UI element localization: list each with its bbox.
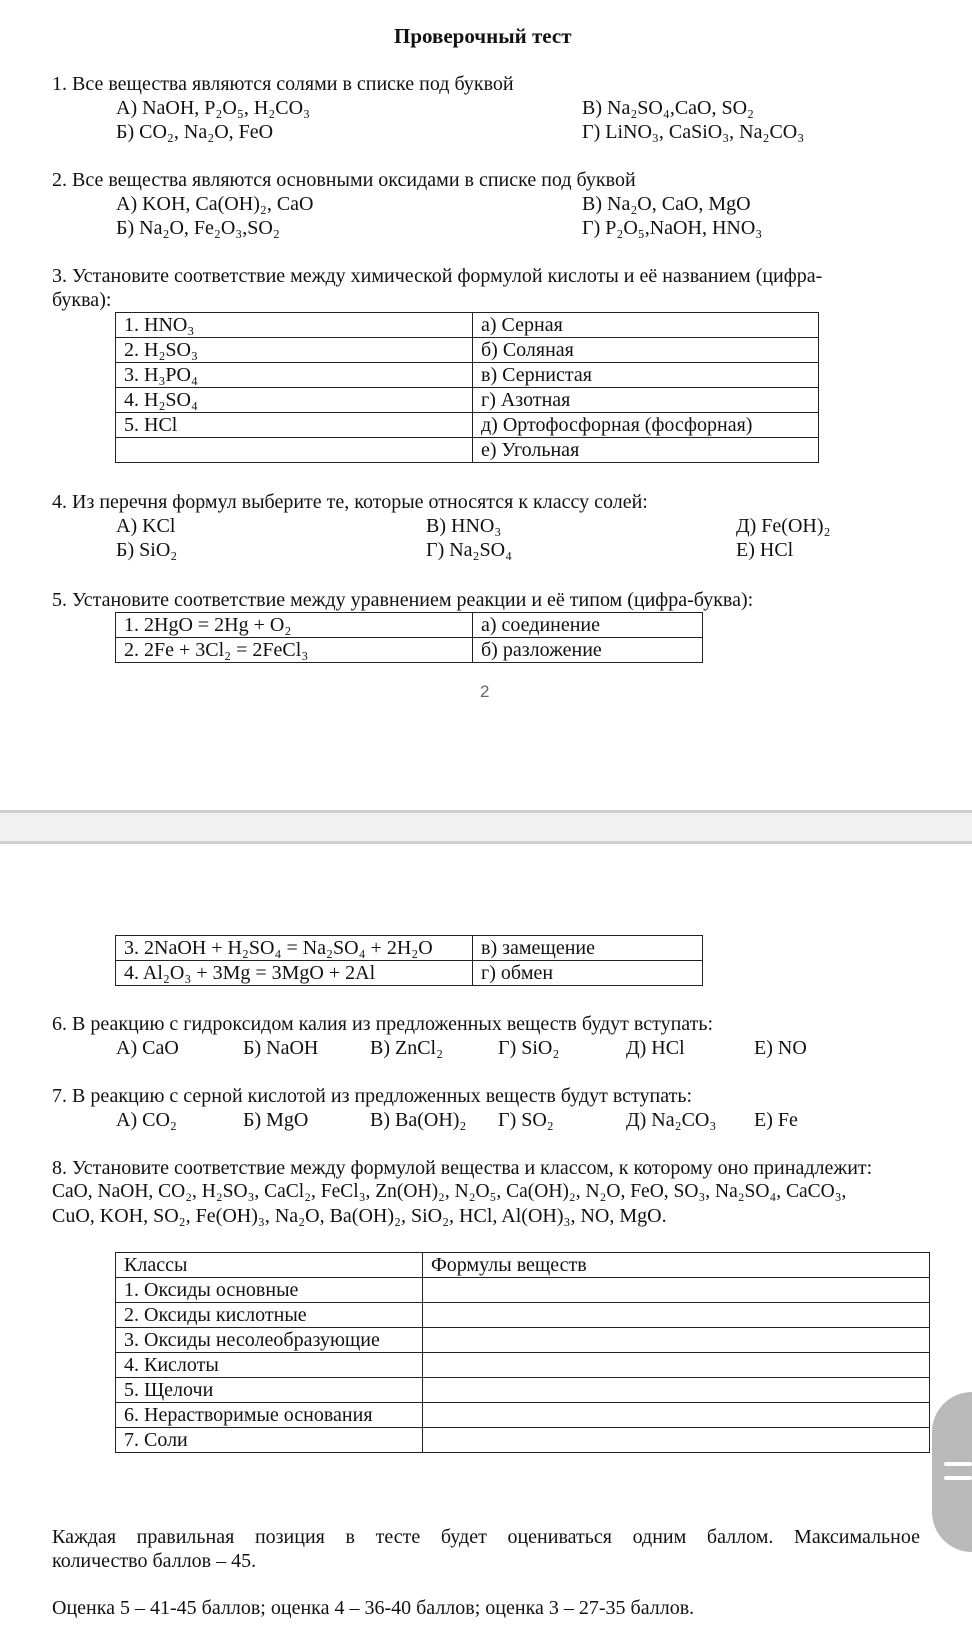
table-cell: 1. HNO₃ bbox=[116, 313, 473, 338]
answer-cell[interactable] bbox=[423, 1328, 930, 1353]
answer-cell[interactable] bbox=[423, 1403, 930, 1428]
q4-option-e: Е) HCl bbox=[736, 539, 794, 561]
q1-option-v: В) Na₂SO₄,CaO, SO₂ bbox=[582, 97, 755, 119]
table-row bbox=[116, 338, 819, 363]
table-row bbox=[116, 1403, 930, 1428]
classes-table bbox=[115, 1252, 930, 1453]
question-6-text: 6. В реакцию с гидроксидом калия из предложенных веществ будут вступать: bbox=[52, 1013, 714, 1035]
acid-names-table bbox=[115, 312, 819, 463]
menu-icon bbox=[944, 1462, 972, 1466]
table-row bbox=[116, 613, 703, 638]
q4-option-d: Д) Fe(OH)₂ bbox=[736, 515, 831, 537]
table-cell: а) соединение bbox=[473, 613, 703, 638]
table-cell: б) разложение bbox=[473, 638, 703, 663]
table-cell: 2. Оксиды кислотные bbox=[116, 1303, 423, 1328]
q4-option-b: Б) SiO₂ bbox=[116, 539, 178, 561]
q7-option: Д) Na₂CO₃ bbox=[626, 1109, 717, 1131]
q2-option-b: Б) Na₂O, Fe₂O₃,SO₂ bbox=[116, 217, 280, 239]
question-2-text: 2. Все вещества являются основными оксидами в списке под буквой bbox=[52, 169, 636, 191]
answer-cell[interactable] bbox=[423, 1278, 930, 1303]
menu-icon bbox=[944, 1476, 972, 1480]
reaction-types-table-part1 bbox=[115, 612, 703, 663]
table-cell: 5. HCl bbox=[116, 413, 473, 438]
question-8-text-line3: CuO, KOH, SO₂, Fe(OH)₃, Na₂O, Ba(OH)₂, SiO₂, HCl, Al(OH)₃, NO, MgO. bbox=[52, 1205, 667, 1227]
footer-scoring-line1: Каждая правильная позиция в тесте будет оцениваться одним баллом. Максимальное bbox=[52, 1526, 920, 1548]
table-cell: 4. Al₂O₃ + 3Mg = 3MgO + 2Al bbox=[116, 961, 473, 986]
table-cell: 3. Оксиды несолеобразующие bbox=[116, 1328, 423, 1353]
table-row bbox=[116, 1328, 930, 1353]
q1-option-g: Г) LiNO₃, CaSiO₃, Na₂CO₃ bbox=[582, 121, 805, 143]
table-cell: г) Азотная bbox=[473, 388, 819, 413]
footer-scoring-line2: количество баллов – 45. bbox=[52, 1550, 257, 1572]
table-cell: 5. Щелочи bbox=[116, 1378, 423, 1403]
q7-option: А) CO₂ bbox=[116, 1109, 177, 1131]
table-cell: 1. 2HgO = 2Hg + O₂ bbox=[116, 613, 473, 638]
table-cell: 4. Кислоты bbox=[116, 1353, 423, 1378]
q4-option-v: В) HNO₃ bbox=[426, 515, 502, 537]
table-cell: 6. Нерастворимые основания bbox=[116, 1403, 423, 1428]
table-cell: б) Соляная bbox=[473, 338, 819, 363]
q6-option: Д) HCl bbox=[626, 1037, 685, 1059]
question-1-text: 1. Все вещества являются солями в списке под буквой bbox=[52, 73, 514, 95]
table-cell: 4. H₂SO₄ bbox=[116, 388, 473, 413]
q4-option-g: Г) Na₂SO₄ bbox=[426, 539, 513, 561]
q7-option: Е) Fe bbox=[754, 1109, 798, 1131]
q1-option-a: А) NaOH, P₂O₅, H₂CO₃ bbox=[116, 97, 310, 119]
table-row bbox=[116, 388, 819, 413]
table-row bbox=[116, 1353, 930, 1378]
side-menu-tab[interactable] bbox=[932, 1392, 972, 1552]
table-row bbox=[116, 1303, 930, 1328]
q2-option-a: А) KOH, Ca(OH)₂, CaO bbox=[116, 193, 314, 215]
footer-grades: Оценка 5 – 41-45 баллов; оценка 4 – 36-40 баллов; оценка 3 – 27-35 баллов. bbox=[52, 1597, 695, 1619]
answer-cell[interactable] bbox=[423, 1428, 930, 1453]
table-cell: д) Ортофосфорная (фосфорная) bbox=[473, 413, 819, 438]
q7-option: В) Ba(OH)₂ bbox=[370, 1109, 467, 1131]
table-cell: 3. 2NaOH + H₂SO₄ = Na₂SO₄ + 2H₂O bbox=[116, 936, 473, 961]
table-cell: г) обмен bbox=[473, 961, 703, 986]
table-cell: 1. Оксиды основные bbox=[116, 1278, 423, 1303]
table-row bbox=[116, 363, 819, 388]
table-row bbox=[116, 936, 703, 961]
table-row bbox=[116, 638, 703, 663]
table-cell: 7. Соли bbox=[116, 1428, 423, 1453]
answer-cell[interactable] bbox=[423, 1303, 930, 1328]
table-row bbox=[116, 313, 819, 338]
question-5-text: 5. Установите соответствие между уравнением реакции и её типом (цифра-буква): bbox=[52, 589, 754, 611]
page-title: Проверочный тест bbox=[394, 24, 572, 48]
page-number: 2 bbox=[480, 682, 490, 701]
table-cell: 3. H₃PO₄ bbox=[116, 363, 473, 388]
table-row bbox=[116, 413, 819, 438]
q6-option: А) CaO bbox=[116, 1037, 179, 1059]
table-cell: а) Серная bbox=[473, 313, 819, 338]
answer-cell[interactable] bbox=[423, 1353, 930, 1378]
table-cell: е) Угольная bbox=[473, 438, 819, 463]
question-3-text-line2: буква): bbox=[52, 289, 112, 311]
page-break bbox=[0, 810, 972, 844]
table-cell: 2. H₂SO₃ bbox=[116, 338, 473, 363]
question-8-text-line1: 8. Установите соответствие между формулой вещества и классом, к которому оно принадлежит: bbox=[52, 1157, 873, 1179]
question-4-text: 4. Из перечня формул выберите те, которые относятся к классу солей: bbox=[52, 491, 648, 513]
q7-option: Г) SO₂ bbox=[498, 1109, 554, 1131]
table-header-cell: Формулы веществ bbox=[423, 1253, 930, 1278]
table-row bbox=[116, 961, 703, 986]
q6-option: Г) SiO₂ bbox=[498, 1037, 560, 1059]
table-row bbox=[116, 1378, 930, 1403]
q6-option: В) ZnCl₂ bbox=[370, 1037, 444, 1059]
q7-option: Б) MgO bbox=[243, 1109, 309, 1131]
table-row bbox=[116, 1428, 930, 1453]
answer-cell[interactable] bbox=[423, 1378, 930, 1403]
table-cell bbox=[116, 438, 473, 463]
table-row bbox=[116, 1278, 930, 1303]
table-cell: в) замещение bbox=[473, 936, 703, 961]
table-header-cell: Классы bbox=[116, 1253, 423, 1278]
q4-option-a: А) KCl bbox=[116, 515, 176, 537]
question-3-text-line1: 3. Установите соответствие между химической формулой кислоты и её названием (цифра- bbox=[52, 265, 823, 287]
q6-option: Б) NaOH bbox=[243, 1037, 319, 1059]
question-7-text: 7. В реакцию с серной кислотой из предложенных веществ будут вступать: bbox=[52, 1085, 692, 1107]
table-row bbox=[116, 1253, 930, 1278]
table-cell: 2. 2Fe + 3Cl₂ = 2FeCl₃ bbox=[116, 638, 473, 663]
q1-option-b: Б) CO₂, Na₂O, FeO bbox=[116, 121, 274, 143]
table-row bbox=[116, 438, 819, 463]
q2-option-g: Г) P₂O₅,NaOH, HNO₃ bbox=[582, 217, 763, 239]
reaction-types-table-part2 bbox=[115, 935, 703, 986]
table-cell: в) Сернистая bbox=[473, 363, 819, 388]
q2-option-v: В) Na₂O, CaO, MgO bbox=[582, 193, 751, 215]
q6-option: Е) NO bbox=[754, 1037, 807, 1059]
question-8-text-line2: CaO, NaOH, CO₂, H₂SO₃, CaCl₂, FeCl₃, Zn(OH)₂, N₂O₅, Ca(OH)₂, N₂O, FeO, SO₃, Na₂SO₄, CaCO₃, bbox=[52, 1181, 847, 1202]
